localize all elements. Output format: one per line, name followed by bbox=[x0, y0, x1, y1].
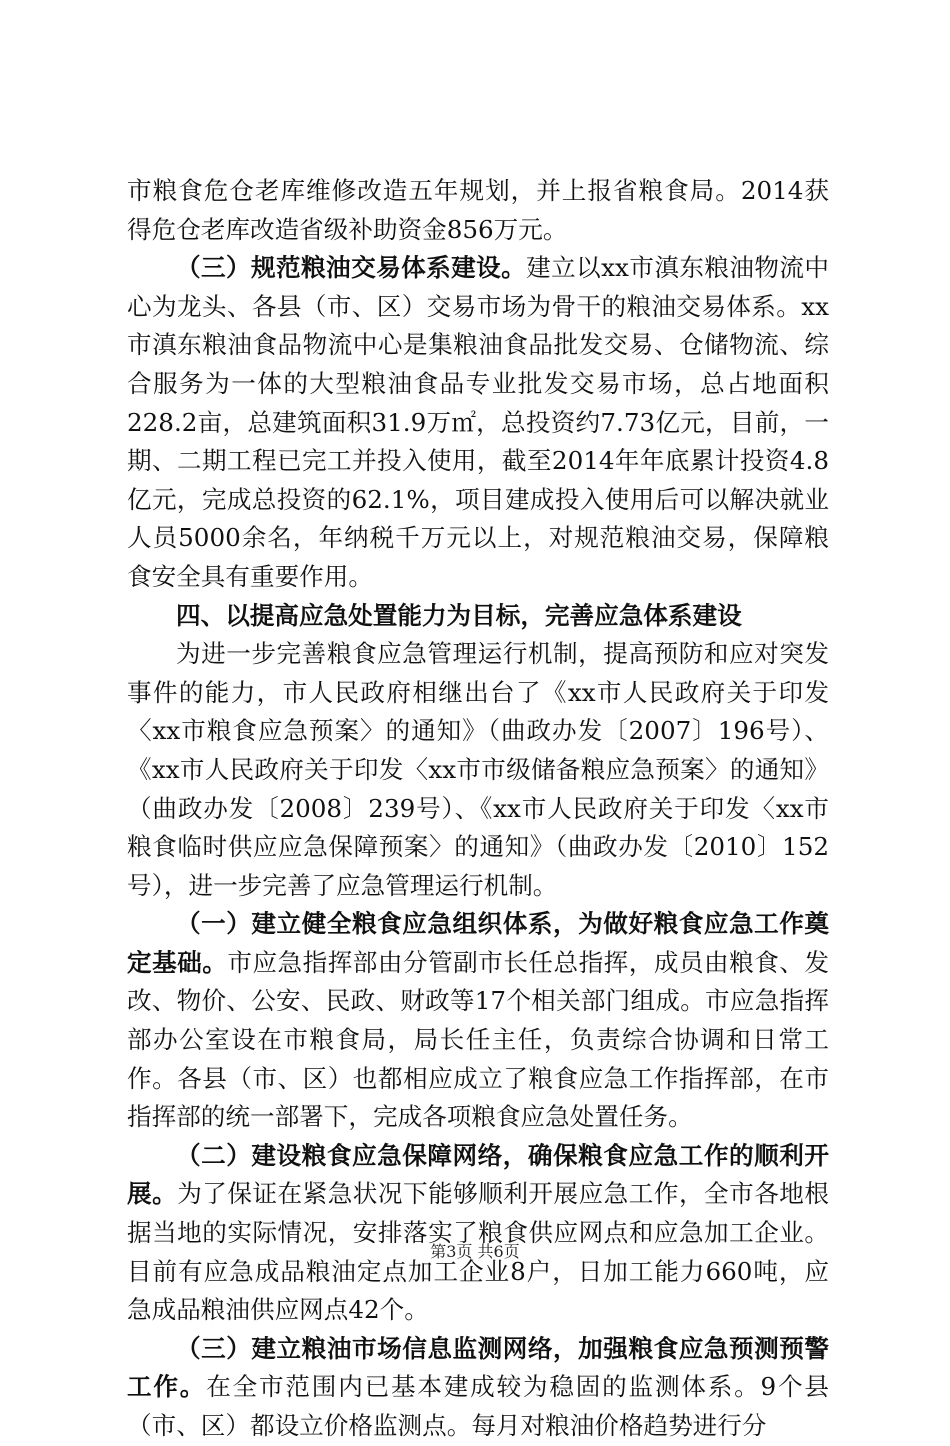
paragraph-network bbox=[127, 1137, 829, 1330]
paragraph-text: 为了保证在紧急状况下能够顺利开展应急工作，全市各地根据当地的实际情况，安排落实了粮食供应网点和应急加工企业。目前有应急成品粮油定点加工企业8户，日加工能力660吨，应急成品粮油供应网点42个。 bbox=[127, 1179, 829, 1325]
paragraph-emergency-intro bbox=[127, 635, 829, 905]
paragraph-text: 市应急指挥部由分管副市长任总指挥，成员由粮食、发改、物价、公安、民政、财政等17个相关部门组成。市应急指挥部办公室设在市粮食局，局长任主任，负责综合协调和日常工作。各县（市、区）也都相应成立了粮食应急工作指挥部，在市指挥部的统一部署下，完成各项粮食应急处置任务。 bbox=[127, 947, 829, 1132]
paragraph-trading-system bbox=[127, 249, 829, 596]
page-number-footer: 第3页 共6页 bbox=[430, 1242, 520, 1261]
paragraph-text: 建立以xx市滇东粮油物流中心为龙头、各县（市、区）交易市场为骨干的粮油交易体系。xx市滇东粮油食品物流中心是集粮油食品批发交易、仓储物流、综合服务为一体的大型粮油食品专业批发交易市场，总占地面积228.2亩，总建筑面积31.9万㎡，总投资约7.73亿元，目前，一期、二期工程已完工并投入使用，截至2014年年底累计投资4.8亿元，完成总投资的62.1%，项目建成投入使用后可以解决就业人员5000余名，年纳税千万元以上，对规范粮油交易，保障粮食安全具有重要作用。 bbox=[127, 253, 829, 591]
section-heading: 四、以提高应急处置能力为目标，完善应急体系建设 bbox=[176, 600, 742, 630]
section-heading: （三）建立粮油市场信息监测网络，加强粮食应急预测预警工作。 bbox=[127, 1333, 829, 1402]
paragraph-text: 为进一步完善粮食应急管理运行机制，提高预防和应对突发事件的能力，市人民政府相继出台了《xx市人民政府关于印发〈xx市粮食应急预案〉的通知》（曲政办发〔2007〕196号）、《xx市人民政府关于印发〈xx市市级储备粮应急预案〉的通知》（曲政办发〔2008〕239号）、《xx市人民政府关于印发〈xx市粮食临时供应应急保障预案〉的通知》（曲政办发〔2010〕152号），进一步完善了应急管理运行机制。 bbox=[127, 639, 829, 900]
section-heading: （一）建立健全粮食应急组织体系，为做好粮食应急工作奠定基础。 bbox=[127, 909, 829, 977]
section-heading: （二）建设粮食应急保障网络，确保粮食应急工作的顺利开展。 bbox=[127, 1140, 829, 1209]
paragraph-monitoring bbox=[127, 1330, 829, 1446]
paragraph-text: 市粮食危仓老库维修改造五年规划，并上报省粮食局。2014获得危仓老库改造省级补助资金856万元。 bbox=[127, 176, 829, 244]
section-title-emergency bbox=[127, 597, 829, 636]
paragraph-organization bbox=[127, 905, 829, 1137]
paragraph-text: 在全市范围内已基本建成较为稳固的监测体系。9个县（市、区）都设立价格监测点。每月对粮油价格趋势进行分 bbox=[127, 1372, 829, 1440]
section-heading: （三）规范粮油交易体系建设。 bbox=[176, 253, 527, 283]
paragraph-continuation bbox=[127, 172, 829, 249]
